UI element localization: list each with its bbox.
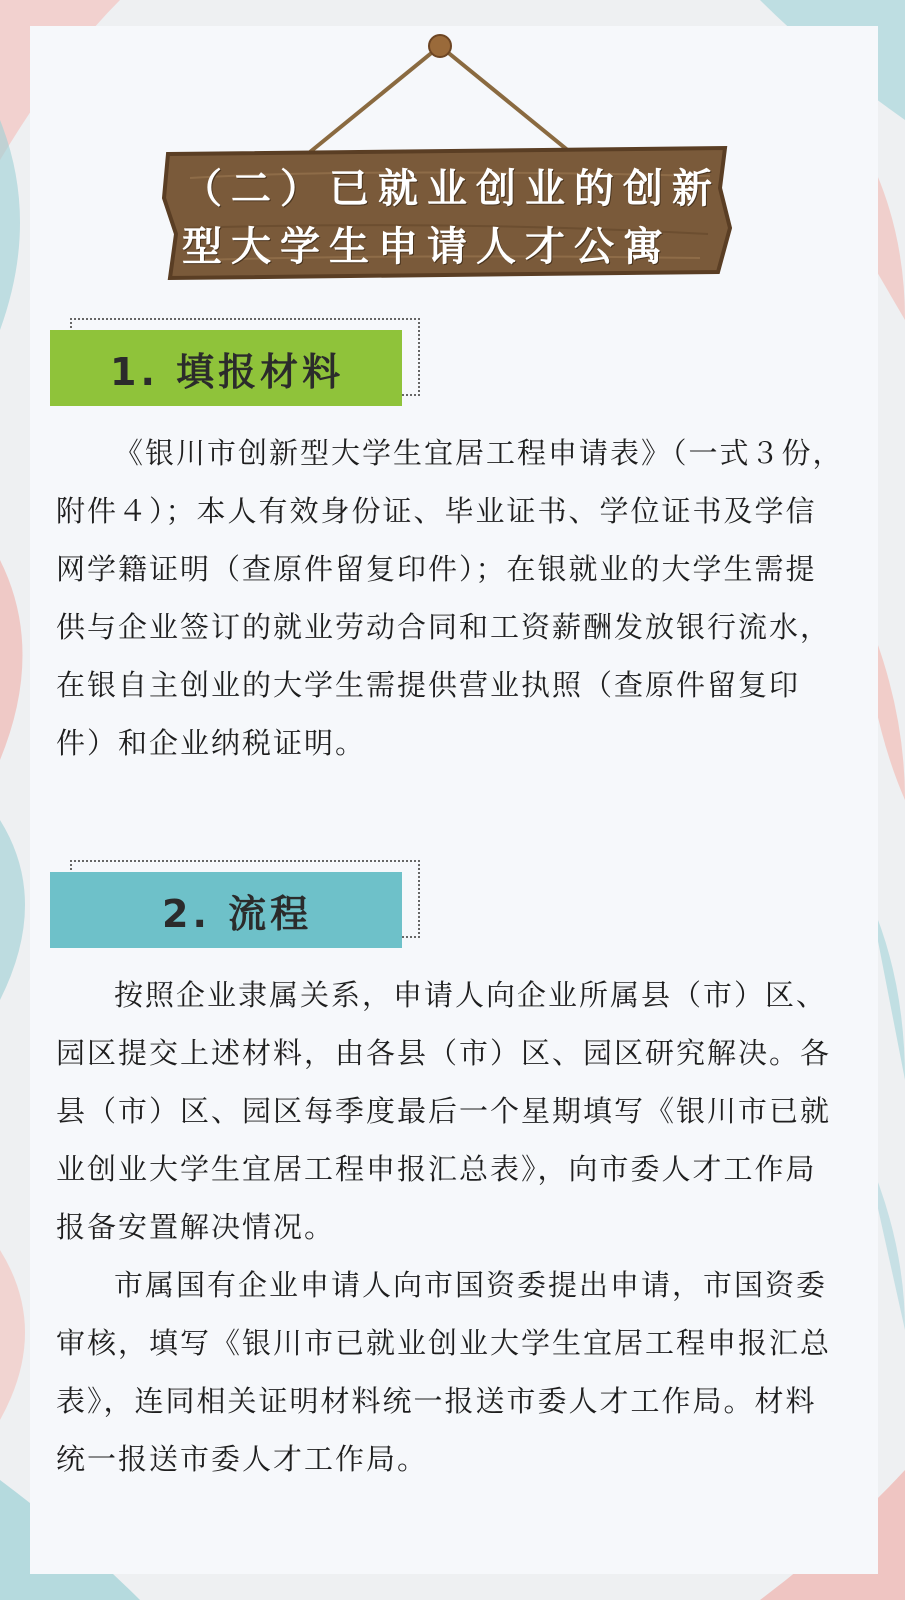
section2-body: [56, 966, 846, 1488]
section2-heading: 2. 流程: [50, 872, 402, 948]
section2-paragraph2: 市属国有企业申请人向市国资委提出申请，市国资委审核，填写《银川市已就业创业大学生宜居工程申报汇总表》，连同相关证明材料统一报送市委人才工作局。材料统一报送市委人才工作局。: [56, 1268, 832, 1476]
sign-title-line2: 型大学生申请人才公寓: [182, 224, 672, 270]
section1-paragraph: 《银川市创新型大学生宜居工程申请表》（一式３份，附件４）；本人有效身份证、毕业证书、学位证书及学信网学籍证明（查原件留复印件）；在银就业的大学生需提供与企业签订的就业劳动合同和工资薪酬发放银行流水，在银自主创业的大学生需提供营业执照（查原件留复印件）和企业纳税证明。: [56, 436, 844, 760]
section2-paragraph1: 按照企业隶属关系，申请人向企业所属县（市）区、园区提交上述材料，由各县（市）区、园区研究解决。各县（市）区、园区每季度最后一个星期填写《银川市已就业创业大学生宜居工程申报汇总表》，向市委人才工作局报备安置解决情况。: [56, 978, 832, 1244]
section1-body: [56, 424, 846, 772]
sign-title-line1: （二）已就业创业的创新: [182, 166, 721, 212]
section1-heading: 1. 填报材料: [50, 330, 402, 406]
sign-title: [182, 160, 721, 276]
